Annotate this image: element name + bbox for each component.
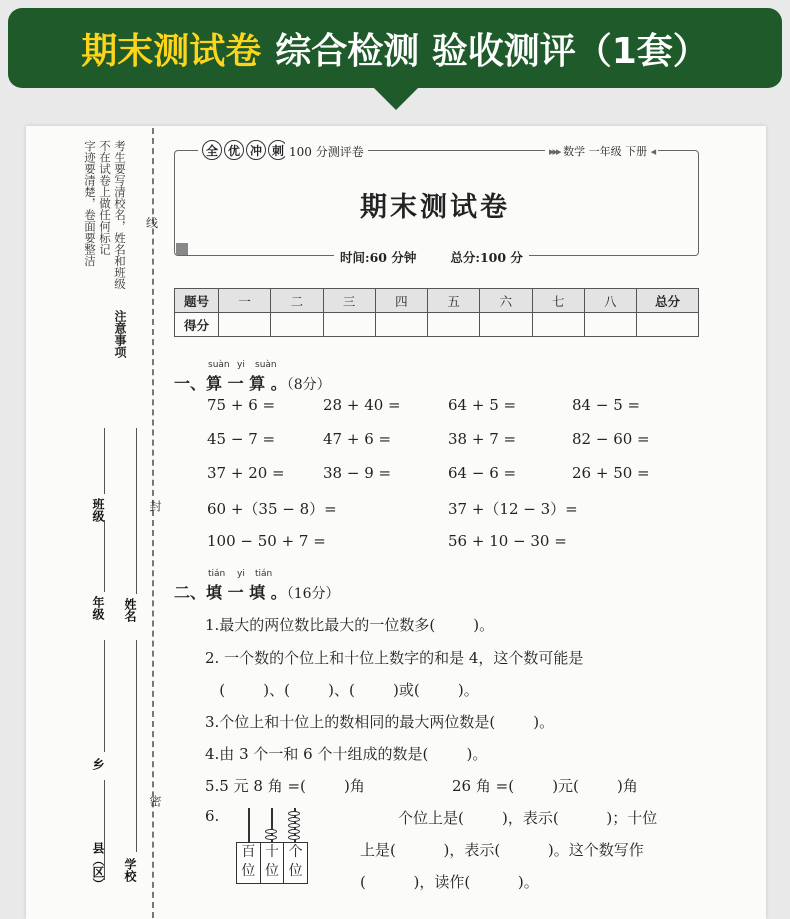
table-row [175, 289, 699, 313]
equation: 84 − 5 = [572, 396, 641, 414]
exam-total: 总分:100 分 [450, 250, 523, 265]
table-header-cell: 八 [584, 289, 636, 313]
binding-char-mi: 密 [148, 795, 162, 807]
table-header-cell: 二 [271, 289, 323, 313]
table-header-cell: 总分 [637, 289, 699, 313]
arrow-icon: ▸▸▸ [549, 145, 560, 158]
school-field-label: 学校 [123, 858, 137, 882]
section-1-title [174, 371, 331, 394]
class-field-label: 班级 [91, 498, 105, 522]
table-header-cell: 三 [323, 289, 375, 313]
note-item: 字迹要清楚，卷面要整洁 [83, 140, 97, 267]
equation: 38 − 9 = [323, 464, 392, 482]
equation: 37 + 20 = [207, 464, 285, 482]
grade-field-line[interactable] [104, 520, 105, 592]
score-table [174, 288, 699, 337]
banner-title: 综合检测 验收测评（1套） [275, 30, 709, 72]
top-banner [8, 8, 782, 88]
question-line: 5.5 元 8 角 =( )角 [205, 777, 365, 795]
section-points: （16分） [286, 586, 340, 602]
score-cell[interactable] [584, 313, 636, 337]
abacus-bead [288, 835, 300, 840]
notes-title: 注意事项 [113, 310, 127, 358]
score-cell[interactable] [271, 313, 323, 337]
grade-text: 数学 一年级 下册 [563, 145, 648, 158]
equation: 60 +（35 − 8）= [207, 500, 337, 518]
banner-pointer [372, 86, 420, 110]
name-field-line[interactable] [136, 428, 137, 594]
grade-label [545, 143, 658, 159]
exam-title: 期末测试卷 [360, 192, 510, 223]
abacus-label-tens: 十 位 [261, 843, 285, 883]
question-line: 2. 一个数的个位上和十位上数字的和是 4，这个数可能是 [205, 649, 584, 667]
exam-time: 时间:60 分钟 [340, 250, 417, 265]
equation: 64 + 5 = [448, 396, 517, 414]
abacus-base [236, 842, 308, 884]
score-cell[interactable] [532, 313, 584, 337]
table-header-cell: 四 [375, 289, 427, 313]
question-line: ( )，读作( )。 [360, 873, 539, 891]
brand-logo [198, 140, 292, 160]
pinyin: suàn [255, 360, 277, 370]
equation: 26 + 50 = [572, 464, 650, 482]
score-cell[interactable] [637, 313, 699, 337]
equation: 47 + 6 = [323, 430, 392, 448]
abacus-label-hundreds: 百 位 [237, 843, 261, 883]
pinyin: yi [237, 569, 245, 579]
score-cell[interactable] [375, 313, 427, 337]
abacus-label-ones: 个 位 [284, 843, 307, 883]
question-line: 4.由 3 个一和 6 个十组成的数是( )。 [205, 745, 488, 763]
notes-list [82, 140, 127, 310]
score-cell[interactable] [219, 313, 271, 337]
school-field-line[interactable] [136, 640, 137, 852]
equation: 37 +（12 − 3）= [448, 500, 578, 518]
brand-char: 优 [224, 140, 244, 160]
score-row-label: 得分 [175, 313, 219, 337]
score-cell[interactable] [323, 313, 375, 337]
abacus-bead [265, 835, 277, 840]
equation: 28 + 40 = [323, 396, 401, 414]
county-field-line[interactable] [104, 640, 105, 752]
arrow-icon: ◂ [650, 145, 655, 158]
score-cell[interactable] [480, 313, 532, 337]
exam-info [334, 248, 529, 266]
abacus-bead [288, 829, 300, 834]
equation: 38 + 7 = [448, 430, 517, 448]
equation: 82 − 60 = [572, 430, 650, 448]
pinyin: tián [208, 569, 226, 579]
question-line: 3.个位上和十位上的数相同的最大两位数是( )。 [205, 713, 555, 731]
brand-char: 全 [202, 140, 222, 160]
table-header-cell: 一 [219, 289, 271, 313]
question-line: 26 角 =( )元( )角 [452, 777, 638, 795]
xiang-field-label: 乡 [91, 758, 105, 770]
equation: 100 − 50 + 7 = [207, 532, 326, 550]
abacus-rod [248, 808, 250, 842]
pinyin: tián [255, 569, 273, 579]
question-line: 1.最大的两位数比最大的一位数多( )。 [205, 616, 495, 634]
table-header-cell: 五 [428, 289, 480, 313]
grade-field-label: 年级 [91, 596, 105, 620]
table-header-cell: 七 [532, 289, 584, 313]
abacus-bead [288, 811, 300, 816]
question-number: 6. [205, 807, 220, 825]
note-item: 考生要写清校名，姓名和班级 [113, 140, 127, 290]
equation: 64 − 6 = [448, 464, 517, 482]
brand-char: 刺 [268, 140, 288, 160]
binding-char-feng: 封 [148, 500, 162, 512]
section-title-text: 一、算 一 算 。 [174, 374, 287, 393]
section-2-title [174, 580, 340, 603]
equation: 75 + 6 = [207, 396, 276, 414]
question-line: 个位上是( )，表示( )；十位 [398, 809, 658, 827]
question-line: ( )、( )、( )或( )。 [205, 681, 479, 699]
binding-char-xian: 线 [146, 216, 159, 230]
corner-square [176, 243, 188, 255]
brand-char: 冲 [246, 140, 266, 160]
name-field-label: 姓名 [123, 598, 137, 622]
abacus-bead [288, 823, 300, 828]
equation: 45 − 7 = [207, 430, 276, 448]
abacus-bead [288, 817, 300, 822]
banner-title-highlight: 期末测试卷 [81, 30, 262, 72]
equation: 56 + 10 − 30 = [448, 532, 567, 550]
pinyin: yi [237, 360, 245, 370]
brand-subtitle: 100 分测评卷 [285, 143, 368, 160]
abacus-bead [265, 829, 277, 834]
pinyin: suàn [208, 360, 230, 370]
table-header-cell: 六 [480, 289, 532, 313]
note-item: 不在试卷上做任何标记 [98, 140, 112, 255]
table-row [175, 313, 699, 337]
table-header-cell: 题号 [175, 289, 219, 313]
section-title-text: 二、填 一 填 。 [174, 583, 287, 602]
score-cell[interactable] [428, 313, 480, 337]
question-line: 上是( )，表示( )。这个数写作 [360, 841, 644, 859]
class-field-line[interactable] [104, 428, 105, 494]
county-field-label: 县（区） [91, 842, 105, 890]
section-points: （8分） [286, 377, 331, 393]
